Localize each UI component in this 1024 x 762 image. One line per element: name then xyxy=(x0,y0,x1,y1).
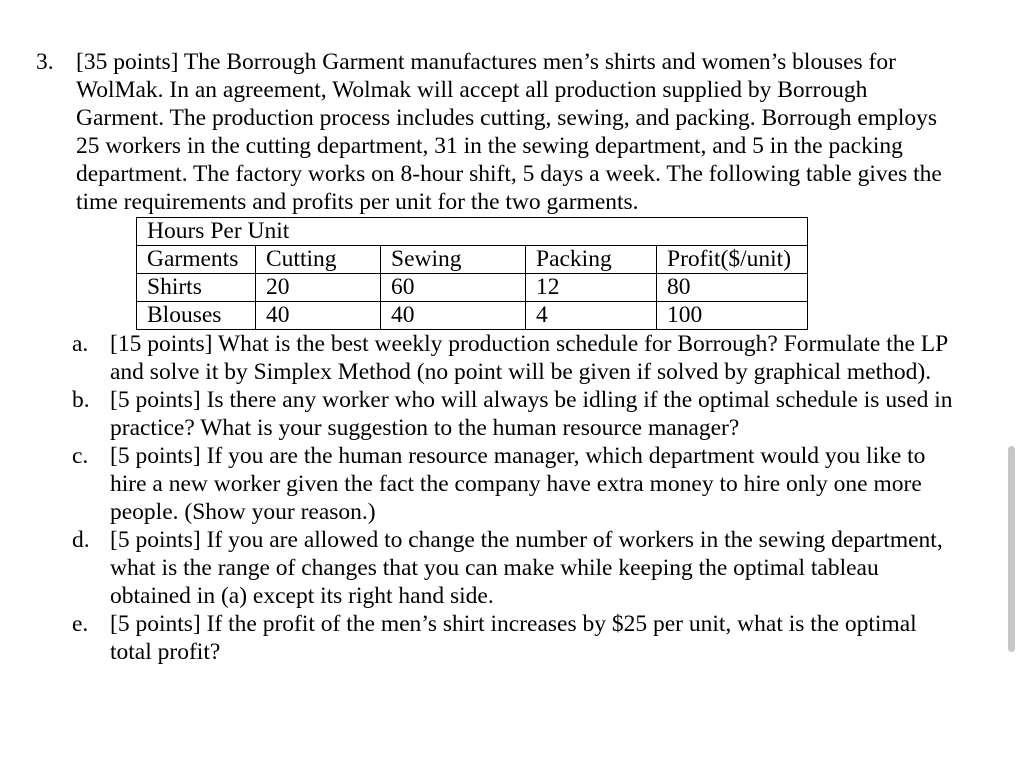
header-cutting: Cutting xyxy=(256,246,381,274)
subpart-d xyxy=(72,526,956,610)
cell-shirts-cutting: 20 xyxy=(256,274,381,302)
subpart-text: [15 points] What is the best weekly production schedule for Borrough? Formulate the LP and solve it by Simplex Method (no point will be given if solved by graphical method). xyxy=(110,331,948,385)
question-text: [35 points] The Borrough Garment manufactures men’s shirts and women’s blouses for WolMak. In an agreement, Wolmak will accept all production supplied by Borrough Garment. The production process includes cutting, sewing, and packing. Borrough employs 25 workers in the cutting department, 31 in the sewing department, and 5 in the packing department. The factory works on 8-hour shift, 5 days a week. The following table gives the time requirements and profits per unit for the two garments. xyxy=(76,49,942,215)
table-header-row xyxy=(137,246,808,274)
table-caption-row xyxy=(137,218,808,246)
question-paragraph xyxy=(36,48,956,216)
cell-shirts-packing: 12 xyxy=(526,274,657,302)
header-profit: Profit($/unit) xyxy=(657,246,808,274)
subpart-c xyxy=(72,442,956,526)
table-caption: Hours Per Unit xyxy=(137,218,808,246)
cell-blouses-packing: 4 xyxy=(526,302,657,330)
subpart-letter: d. xyxy=(72,527,90,553)
subpart-letter: b. xyxy=(72,387,90,413)
subpart-letter: c. xyxy=(72,443,89,469)
subpart-letter: e. xyxy=(72,611,89,637)
subpart-text: [5 points] If you are the human resource manager, which department would you like to hire a new worker given the fact the company have extra money to hire only one more people. (Show your reason.) xyxy=(110,443,926,525)
cell-blouses-sewing: 40 xyxy=(381,302,526,330)
header-sewing: Sewing xyxy=(381,246,526,274)
problem-3 xyxy=(36,48,956,666)
subpart-b xyxy=(72,386,956,442)
subpart-e xyxy=(72,610,956,666)
cell-blouses-name: Blouses xyxy=(137,302,256,330)
header-packing: Packing xyxy=(526,246,657,274)
vertical-scrollbar[interactable] xyxy=(1008,446,1015,652)
subpart-a xyxy=(72,330,956,386)
subpart-text: [5 points] If you are allowed to change the number of workers in the sewing department, what is the range of changes that you can make while keeping the optimal tableau obtained in (a) except its right hand side. xyxy=(110,527,943,609)
cell-shirts-profit: 80 xyxy=(657,274,808,302)
table-row-blouses xyxy=(137,302,808,330)
cell-shirts-sewing: 60 xyxy=(381,274,526,302)
subparts-list xyxy=(72,330,956,666)
cell-shirts-name: Shirts xyxy=(137,274,256,302)
question-number: 3. xyxy=(36,49,54,75)
table-row-shirts xyxy=(137,274,808,302)
header-garments: Garments xyxy=(137,246,256,274)
cell-blouses-profit: 100 xyxy=(657,302,808,330)
cell-blouses-cutting: 40 xyxy=(256,302,381,330)
subpart-letter: a. xyxy=(72,331,89,357)
hours-per-unit-table xyxy=(136,217,808,330)
subpart-text: [5 points] Is there any worker who will always be idling if the optimal schedule is used in practice? What is your suggestion to the human resource manager? xyxy=(110,387,953,441)
subpart-text: [5 points] If the profit of the men’s shirt increases by $25 per unit, what is the optimal total profit? xyxy=(110,611,917,665)
